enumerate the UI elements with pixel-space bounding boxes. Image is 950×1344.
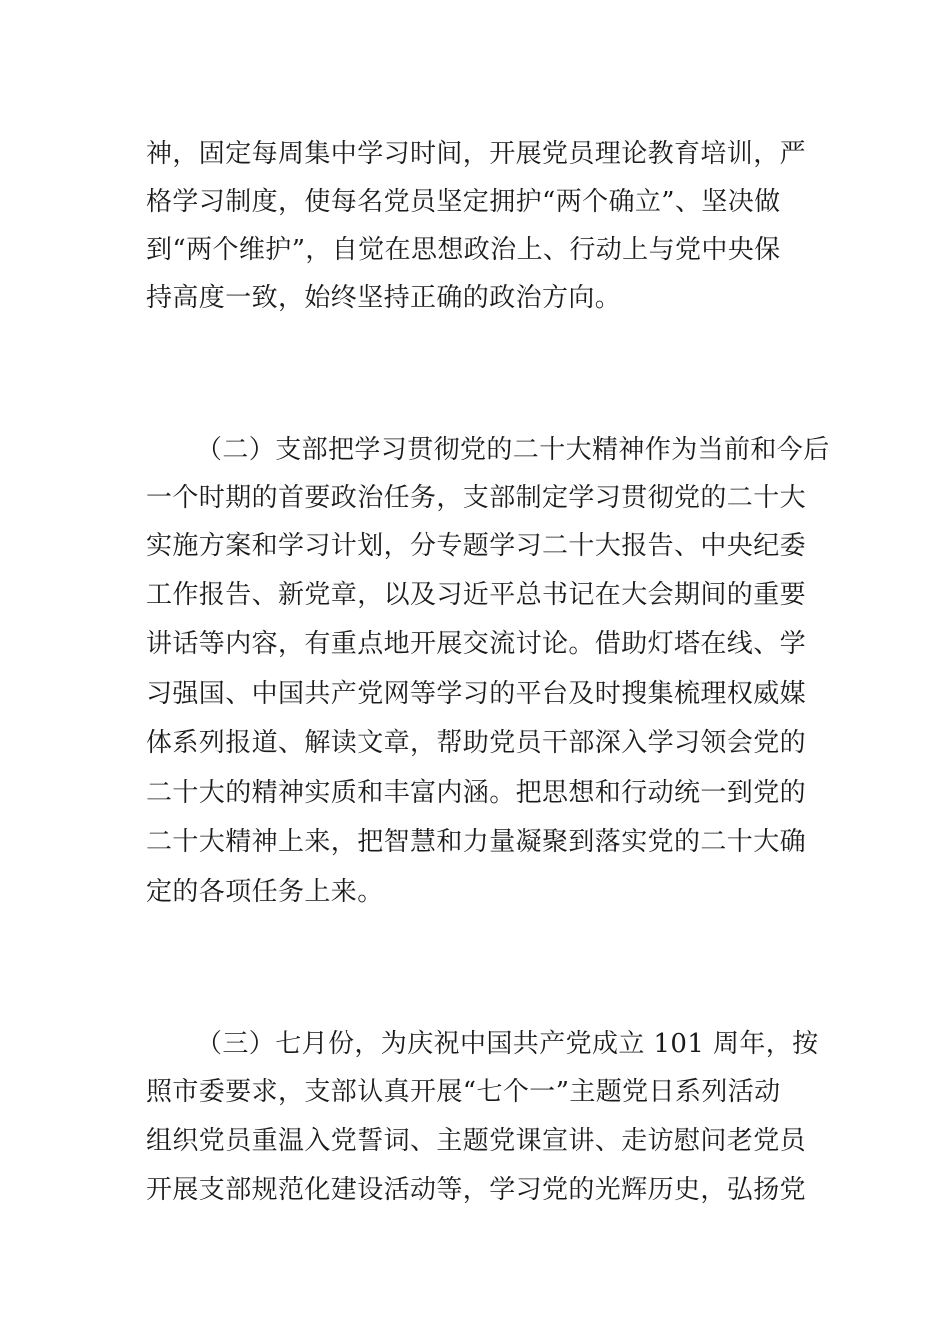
paragraph-3-line-4: 开展支部规范化建设活动等，学习党的光辉历史，弘扬党 bbox=[146, 1175, 807, 1205]
paragraph-2-line-9: 二十大精神上来，把智慧和力量凝聚到落实党的二十大确 bbox=[146, 827, 807, 857]
paragraph-2-line-1: （二）支部把学习贯彻党的二十大精神作为当前和今后 bbox=[196, 435, 830, 465]
paragraph-1-line-3: 到“两个维护”，自觉在思想政治上、行动上与党中央保 bbox=[146, 235, 781, 265]
paragraph-2-line-4: 工作报告、新党章，以及习近平总书记在大会期间的重要 bbox=[146, 580, 807, 610]
paragraph-1-line-1: 神，固定每周集中学习时间，开展党员理论教育培训，严 bbox=[146, 139, 807, 169]
paragraph-1-line-4: 持高度一致，始终坚持正确的政治方向。 bbox=[146, 283, 622, 313]
paragraph-2-line-5: 讲话等内容，有重点地开展交流讨论。借助灯塔在线、学 bbox=[146, 629, 807, 659]
paragraph-2-line-3: 实施方案和学习计划，分专题学习二十大报告、中央纪委 bbox=[146, 531, 807, 561]
paragraph-2-line-7: 体系列报道、解读文章，帮助党员干部深入学习领会党的 bbox=[146, 728, 807, 758]
paragraph-3-line-2: 照市委要求，支部认真开展“七个一”主题党日系列活动 bbox=[146, 1077, 781, 1107]
paragraph-2-line-2: 一个时期的首要政治任务，支部制定学习贯彻党的二十大 bbox=[146, 483, 807, 513]
paragraph-3-line-3: 组织党员重温入党誓词、主题党课宣讲、走访慰问老党员 bbox=[146, 1126, 807, 1156]
paragraph-3-line-1: （三）七月份，为庆祝中国共产党成立 101 周年，按 bbox=[196, 1029, 819, 1059]
paragraph-1-line-2: 格学习制度，使每名党员坚定拥护“两个确立”、坚决做 bbox=[146, 187, 781, 217]
paragraph-2-line-6: 习强国、中国共产党网等学习的平台及时搜集梳理权威媒 bbox=[146, 679, 807, 709]
paragraph-2-line-8: 二十大的精神实质和丰富内涵。把思想和行动统一到党的 bbox=[146, 778, 807, 808]
paragraph-2-line-10: 定的各项任务上来。 bbox=[146, 877, 384, 907]
